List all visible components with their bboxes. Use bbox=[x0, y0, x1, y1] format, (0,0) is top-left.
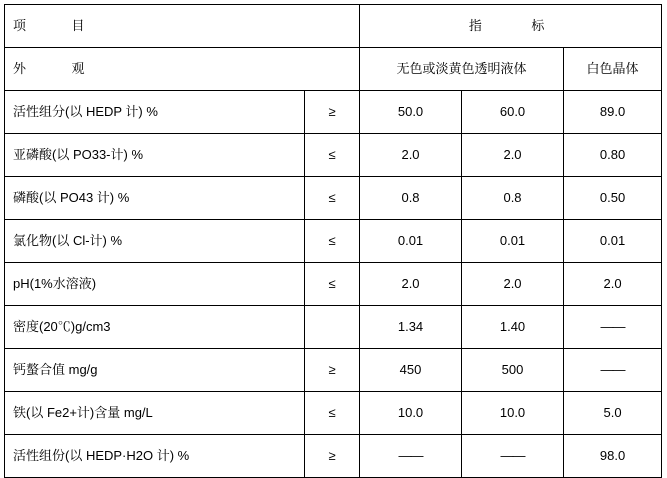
row-value-1: 10.0 bbox=[360, 392, 462, 435]
row-value-1: 0.01 bbox=[360, 220, 462, 263]
row-value-2: 60.0 bbox=[462, 91, 564, 134]
row-label: 铁(以 Fe2+计)含量 mg/L bbox=[5, 392, 305, 435]
row-label: 活性组份(以 HEDP·H2O 计) % bbox=[5, 435, 305, 478]
table-row bbox=[5, 349, 662, 392]
header-cell-spec: 指 标 bbox=[360, 5, 662, 48]
row-value-3: 98.0 bbox=[564, 435, 662, 478]
table-header-row bbox=[5, 5, 662, 48]
row-label: pH(1%水溶液) bbox=[5, 263, 305, 306]
row-value-2: 10.0 bbox=[462, 392, 564, 435]
table-subheader-row bbox=[5, 48, 662, 91]
table-row bbox=[5, 220, 662, 263]
row-value-2: 2.0 bbox=[462, 263, 564, 306]
row-label: 亚磷酸(以 PO33-计) % bbox=[5, 134, 305, 177]
row-value-1: 1.34 bbox=[360, 306, 462, 349]
subheader-cell-value-3: 白色晶体 bbox=[564, 48, 662, 91]
row-value-2: 1.40 bbox=[462, 306, 564, 349]
row-symbol: ≤ bbox=[305, 220, 360, 263]
row-value-1: 0.8 bbox=[360, 177, 462, 220]
row-value-1: 50.0 bbox=[360, 91, 462, 134]
row-label: 磷酸(以 PO43 计) % bbox=[5, 177, 305, 220]
row-symbol: ≤ bbox=[305, 134, 360, 177]
row-value-3: 5.0 bbox=[564, 392, 662, 435]
row-symbol: ≤ bbox=[305, 392, 360, 435]
row-value-1: 2.0 bbox=[360, 263, 462, 306]
row-value-2: 0.8 bbox=[462, 177, 564, 220]
row-symbol: ≥ bbox=[305, 435, 360, 478]
table-row bbox=[5, 392, 662, 435]
specification-table bbox=[4, 4, 662, 478]
row-symbol bbox=[305, 306, 360, 349]
row-symbol: ≥ bbox=[305, 91, 360, 134]
row-value-1: 450 bbox=[360, 349, 462, 392]
row-value-3: 89.0 bbox=[564, 91, 662, 134]
row-value-3: —— bbox=[564, 349, 662, 392]
subheader-cell-value-1: 无色或淡黄色透明液体 bbox=[360, 48, 564, 91]
table-row bbox=[5, 306, 662, 349]
row-value-2: 500 bbox=[462, 349, 564, 392]
table-row bbox=[5, 435, 662, 478]
row-value-3: 0.50 bbox=[564, 177, 662, 220]
row-value-1: —— bbox=[360, 435, 462, 478]
table-row bbox=[5, 91, 662, 134]
row-symbol: ≤ bbox=[305, 177, 360, 220]
row-value-1: 2.0 bbox=[360, 134, 462, 177]
row-value-2: 0.01 bbox=[462, 220, 564, 263]
subheader-cell-appearance: 外 观 bbox=[5, 48, 360, 91]
row-value-3: 0.01 bbox=[564, 220, 662, 263]
row-label: 钙螯合值 mg/g bbox=[5, 349, 305, 392]
table-row bbox=[5, 177, 662, 220]
row-label: 密度(20℃)g/cm3 bbox=[5, 306, 305, 349]
row-value-3: —— bbox=[564, 306, 662, 349]
row-value-2: 2.0 bbox=[462, 134, 564, 177]
table-row bbox=[5, 263, 662, 306]
row-value-3: 0.80 bbox=[564, 134, 662, 177]
header-cell-item: 项 目 bbox=[5, 5, 360, 48]
row-value-2: —— bbox=[462, 435, 564, 478]
row-label: 氯化物(以 Cl-计) % bbox=[5, 220, 305, 263]
row-label: 活性组分(以 HEDP 计) % bbox=[5, 91, 305, 134]
row-value-3: 2.0 bbox=[564, 263, 662, 306]
row-symbol: ≤ bbox=[305, 263, 360, 306]
table-row bbox=[5, 134, 662, 177]
row-symbol: ≥ bbox=[305, 349, 360, 392]
